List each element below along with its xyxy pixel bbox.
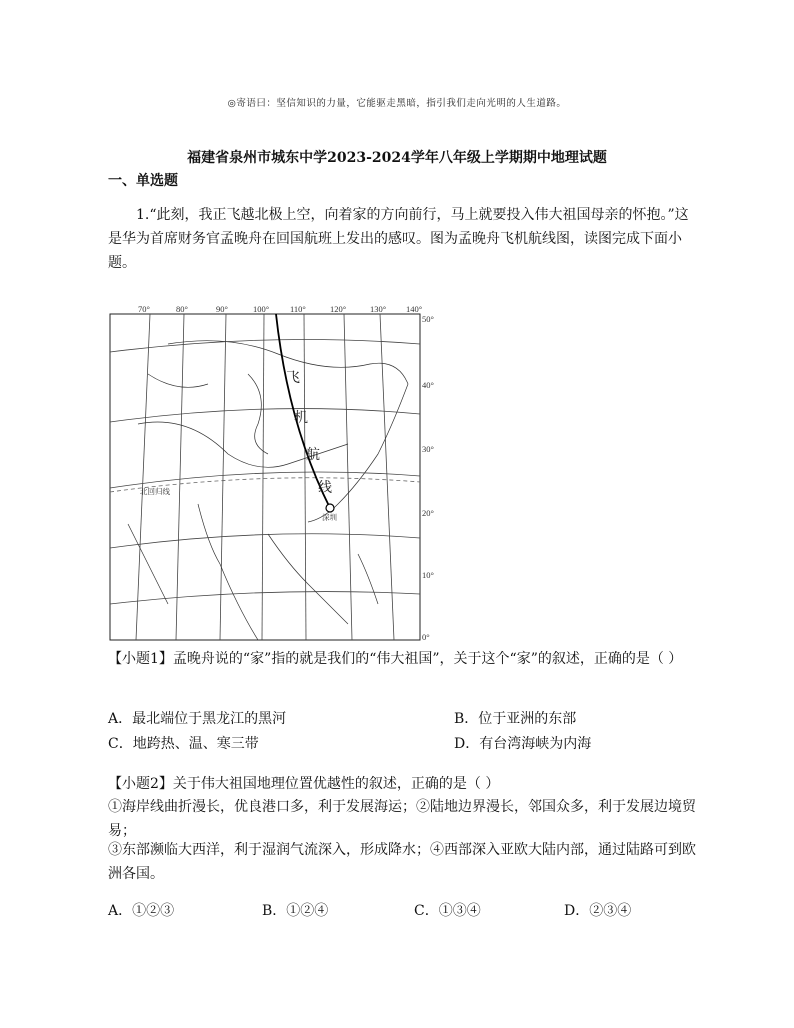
question-1-text: 1.“此刻，我正飞越北极上空，向着家的方向前行，马上就要投入伟大祖国母亲的怀抱。”这是华为首席财务官孟晚舟在回国航班上发出的感叹。图为孟晚舟飞机航线图，读图完成下面小题。 (108, 207, 689, 271)
svg-text:140°: 140° (406, 304, 423, 314)
page-title: 福建省泉州市城东中学2023-2024学年八年级上学期期中地理试题 (187, 150, 607, 166)
sub1-option-d[interactable]: D．有台湾海峡为内海 (454, 736, 592, 752)
motto-line: ◎寄语曰：坚信知识的力量，它能驱走黑暗，指引我们走向光明的人生道路。 (227, 98, 567, 109)
sub1-option-c[interactable]: C．地跨热、温、寒三带 (108, 736, 259, 752)
sub2-option-c[interactable]: C．①③④ (414, 903, 481, 919)
latitude-labels (422, 314, 434, 642)
sub-question-1-stem: 【小题1】孟晚舟说的“家”指的就是我们的“伟大祖国”，关于这个“家”的叙述，正确的是（ ） (108, 651, 683, 667)
shenzhen-marker (326, 504, 334, 512)
route-char-4: 线 (318, 480, 332, 496)
sub-question-2-stem: 【小题2】关于伟大祖国地理位置优越性的叙述，正确的是（ ） (108, 776, 500, 792)
sub2-statement-1: ①海岸线曲折漫长，优良港口多，利于发展海运；②陆地边界漫长，邻国众多，利于发展边境贸易； (108, 799, 696, 839)
svg-text:10°: 10° (422, 570, 434, 580)
tropic-label: 北回归线 (140, 487, 170, 496)
svg-text:40°: 40° (422, 380, 434, 390)
svg-text:20°: 20° (422, 508, 434, 518)
svg-text:80°: 80° (176, 304, 188, 314)
svg-text:100°: 100° (253, 304, 270, 314)
svg-text:130°: 130° (370, 304, 387, 314)
svg-text:0°: 0° (422, 632, 430, 642)
route-char-3: 航 (306, 447, 320, 463)
city-label: 深圳 (322, 513, 337, 522)
sub2-statement-2: ③东部濒临大西洋，利于湿润气流深入，形成降水；④西部深入亚欧大陆内部，通过陆路可到欧洲各国。 (108, 842, 696, 882)
svg-text:30°: 30° (422, 444, 434, 454)
sub1-option-a[interactable]: A．最北端位于黑龙江的黑河 (108, 711, 287, 727)
svg-text:70°: 70° (138, 304, 150, 314)
sub1-option-b[interactable]: B．位于亚洲的东部 (454, 711, 577, 727)
route-char-1: 飞 (286, 370, 300, 386)
flight-route-map (108, 304, 438, 648)
svg-text:110°: 110° (290, 304, 306, 314)
sub2-option-a[interactable]: A．①②③ (108, 903, 175, 919)
route-char-2: 机 (294, 410, 308, 426)
svg-text:50°: 50° (422, 314, 434, 324)
svg-text:120°: 120° (330, 304, 347, 314)
longitude-labels (138, 304, 422, 314)
svg-text:90°: 90° (216, 304, 228, 314)
sub2-option-d[interactable]: D．②③④ (564, 903, 632, 919)
section-heading: 一、单选题 (108, 173, 178, 189)
sub2-option-b[interactable]: B．①②④ (262, 903, 329, 919)
